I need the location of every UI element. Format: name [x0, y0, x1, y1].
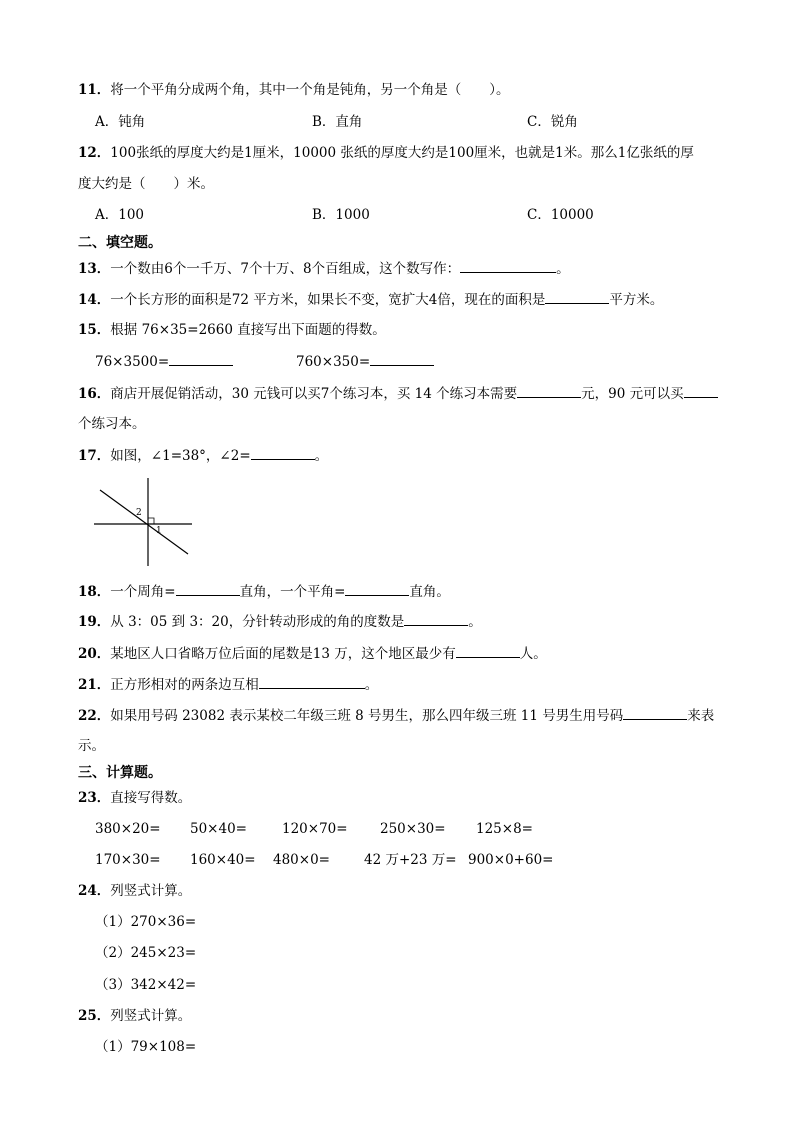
question-19: [78, 611, 482, 632]
answer-blank[interactable]: [517, 383, 581, 398]
question-12: [78, 143, 694, 163]
sub-item: （1）79×108=: [95, 1039, 197, 1055]
question-number: 25．: [78, 1008, 111, 1024]
expression: 160×40=: [190, 852, 256, 868]
question-text-mid: 元，90 元可以买: [581, 386, 684, 402]
question-text: 如图，∠1=38°，∠2=: [110, 448, 251, 464]
expression: 170×30=: [95, 852, 161, 868]
slanted-line: [100, 490, 188, 554]
angle-1-label: 1: [156, 526, 162, 536]
question-15: [78, 320, 386, 340]
expression: 760×350=: [296, 354, 371, 370]
question-text: 商店开展促销活动，30 元钱可以买7个练习本，买 14 个练习本需要: [110, 386, 518, 402]
question-number: 18．: [78, 584, 111, 600]
question-text: 列竖式计算。: [110, 1008, 192, 1024]
answer-blank[interactable]: [370, 351, 434, 366]
question-number: 20．: [78, 646, 111, 662]
question-text: 直接写得数。: [110, 790, 192, 806]
option-c[interactable]: C．10000: [527, 207, 594, 223]
question-11: [78, 80, 510, 100]
question-text-tail: 。: [556, 261, 570, 277]
question-22: [78, 705, 714, 726]
question-text: 某地区人口省略万位后面的尾数是13 万，这个地区最少有: [110, 646, 456, 662]
question-number: 24．: [78, 883, 111, 899]
question-15-part-b: [296, 351, 434, 372]
answer-blank[interactable]: [345, 581, 409, 596]
question-number: 19．: [78, 614, 111, 630]
question-text: 一个周角=: [110, 584, 176, 600]
question-text: 一个数由6个一千万、7个十万、8个百组成，这个数写作：: [110, 261, 461, 277]
angle-figure: [92, 478, 194, 568]
question-text-tail: 人。: [519, 646, 547, 662]
question-24: [78, 881, 191, 901]
expression: 900×0+60=: [468, 852, 554, 868]
angle-2-label: 2: [136, 508, 142, 518]
question-text: 一个长方形的面积是72 平方米，如果长不变，宽扩大4倍，现在的面积是: [110, 292, 546, 308]
sub-item: （3）342×42=: [95, 977, 197, 993]
question-16: [78, 383, 718, 404]
answer-blank[interactable]: [684, 383, 718, 398]
expression: 76×3500=: [95, 354, 170, 370]
sub-item: （2）245×23=: [95, 945, 197, 961]
expression: 250×30=: [380, 821, 446, 837]
expression: 50×40=: [190, 821, 247, 837]
question-22-line2: 示。: [78, 738, 105, 754]
question-number: 23．: [78, 790, 111, 806]
question-number: 21．: [78, 677, 111, 693]
question-14: [78, 289, 663, 310]
answer-blank[interactable]: [456, 643, 520, 658]
option-b[interactable]: B．直角: [312, 114, 363, 130]
question-20: [78, 643, 547, 664]
question-text-tail: 平方米。: [609, 292, 664, 308]
question-23: [78, 788, 191, 808]
option-a[interactable]: A．100: [95, 207, 145, 223]
question-number: 11．: [78, 82, 111, 98]
answer-blank[interactable]: [460, 258, 556, 273]
option-b[interactable]: B．1000: [312, 207, 370, 223]
question-text-tail: ）米。: [173, 176, 214, 192]
option-a[interactable]: A．钝角: [95, 114, 146, 130]
question-16-line2: 个练习本。: [78, 416, 146, 432]
question-number: 16．: [78, 386, 111, 402]
section-title-calculation: 三、计算题。: [78, 765, 162, 781]
question-number: 14．: [78, 292, 111, 308]
question-number: 13．: [78, 261, 111, 277]
question-text-tail: ）。: [489, 82, 510, 98]
question-number: 12．: [78, 145, 111, 161]
question-25: [78, 1006, 191, 1026]
question-text: 100张纸的厚度大约是1厘米，10000 张纸的厚度大约是100厘米，也就是1米。那么1亿张纸的厚: [110, 145, 694, 161]
question-21: [78, 674, 378, 695]
question-number: 17．: [78, 448, 111, 464]
sub-item: （1）270×36=: [95, 914, 197, 930]
expression: 480×0=: [273, 852, 330, 868]
answer-blank[interactable]: [623, 705, 687, 720]
question-text-tail: 来表: [687, 708, 715, 724]
question-text-tail: 。: [364, 677, 379, 693]
answer-blank[interactable]: [176, 581, 240, 596]
section-title-fill-blank: 二、填空题。: [78, 235, 162, 251]
question-text-tail: 。: [468, 614, 482, 630]
question-text: 度大约是（: [78, 176, 146, 192]
question-15-part-a: [95, 351, 233, 372]
right-angle-mark: [148, 518, 154, 524]
question-text-tail: 。: [314, 448, 329, 464]
question-text: 根据 76×35=2660 直接写出下面题的得数。: [110, 322, 386, 338]
option-c[interactable]: C．锐角: [527, 114, 578, 130]
expression: 42 万+23 万=: [364, 852, 457, 868]
question-number: 15．: [78, 322, 111, 338]
answer-blank[interactable]: [251, 445, 315, 460]
question-text-tail: 直角。: [409, 584, 450, 600]
question-text: 列竖式计算。: [110, 883, 192, 899]
question-18: [78, 581, 450, 602]
question-text: 如果用号码 23082 表示某校二年级三班 8 号男生，那么四年级三班 11 号男生用号码: [110, 708, 624, 724]
answer-blank[interactable]: [169, 351, 233, 366]
answer-blank[interactable]: [404, 611, 468, 626]
question-text-mid: 直角，一个平角=: [239, 584, 346, 600]
answer-blank[interactable]: [259, 674, 365, 689]
question-13: [78, 258, 570, 279]
question-text: 正方形相对的两条边互相: [110, 677, 259, 693]
question-number: 22．: [78, 708, 111, 724]
question-12-line2: [78, 174, 214, 194]
expression: 380×20=: [95, 821, 161, 837]
expression: 120×70=: [282, 821, 348, 837]
question-text: 将一个平角分成两个角，其中一个角是钝角，另一个角是（: [110, 82, 462, 98]
question-17: [78, 445, 328, 466]
question-text: 从 3：05 到 3：20，分针转动形成的角的度数是: [110, 614, 405, 630]
expression: 125×8=: [476, 821, 533, 837]
answer-blank[interactable]: [545, 289, 609, 304]
